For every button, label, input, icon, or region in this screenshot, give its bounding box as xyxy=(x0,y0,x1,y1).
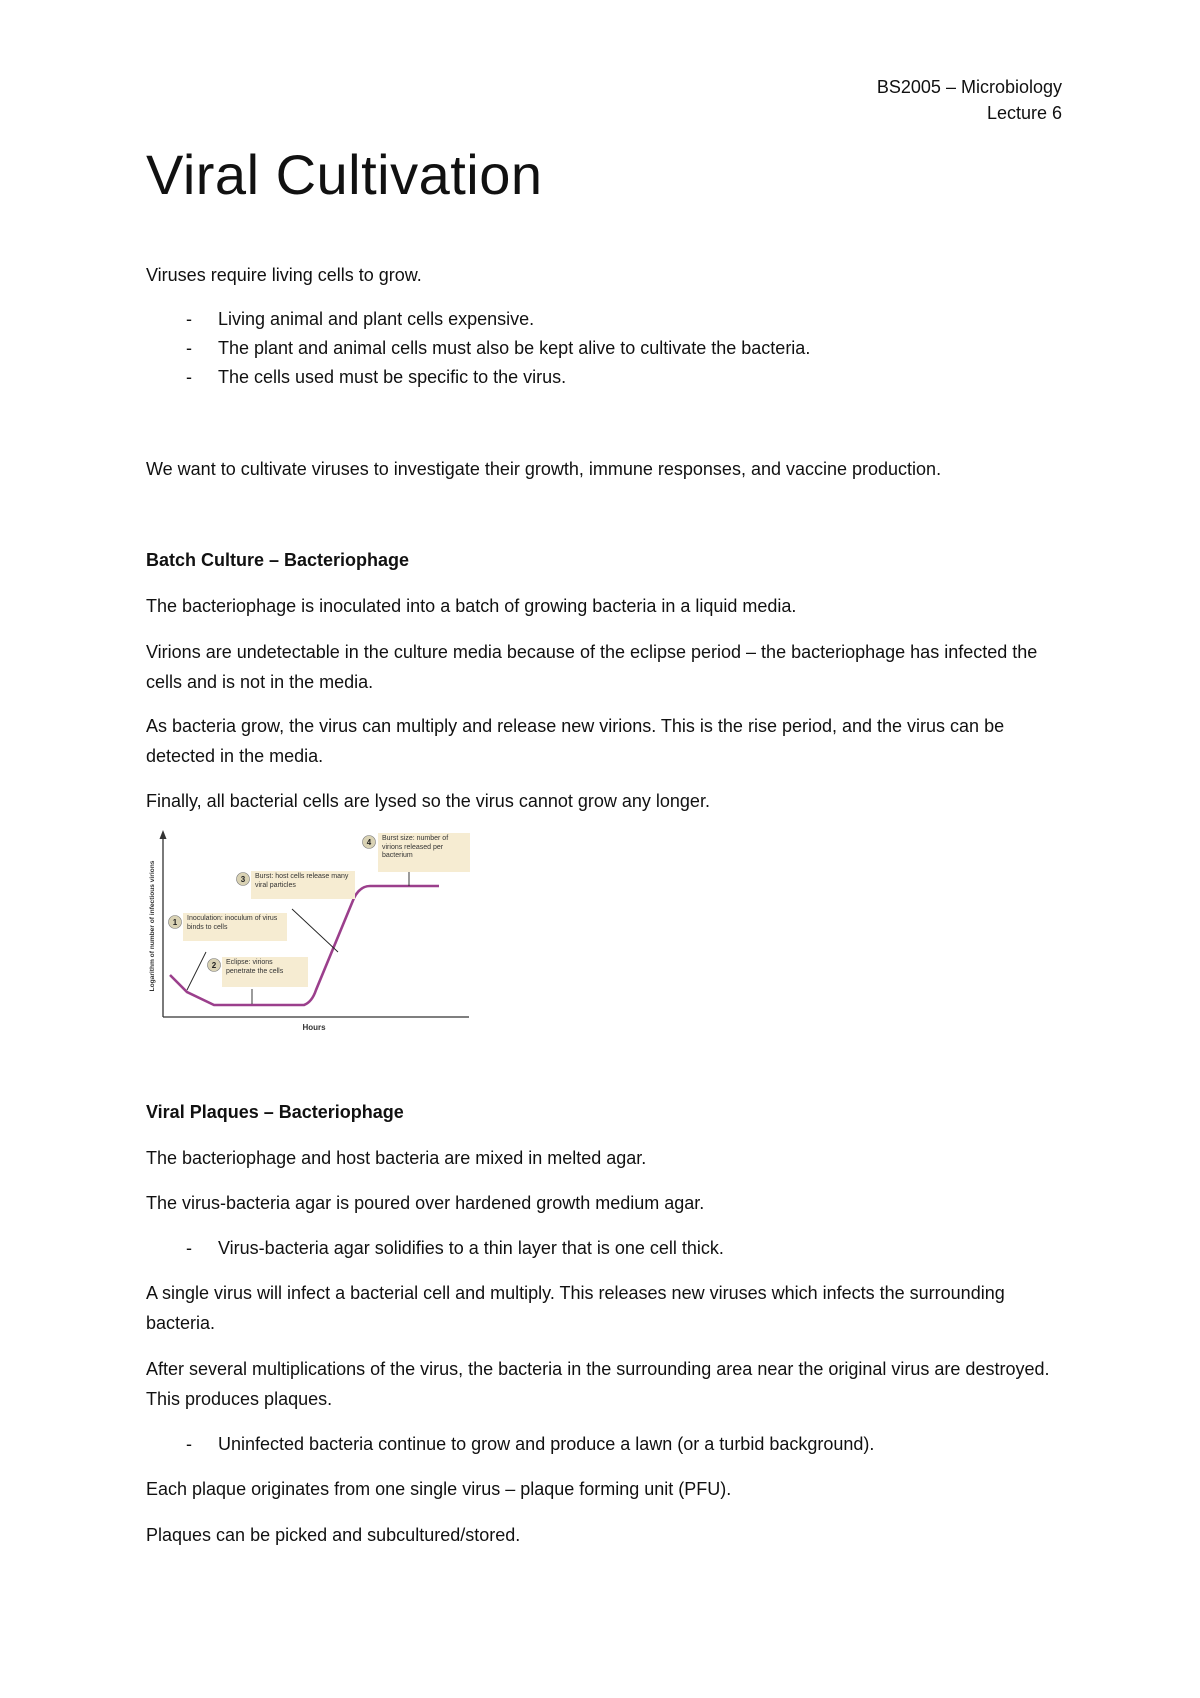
callout-number: 3 xyxy=(240,875,246,884)
course-code: BS2005 – Microbiology xyxy=(876,77,1062,97)
bullet-dash: - xyxy=(186,367,192,387)
callout-number: 2 xyxy=(211,961,217,970)
callout-burst-size xyxy=(363,833,471,872)
callout-number: 4 xyxy=(366,838,372,847)
page-title: Viral Cultivation xyxy=(146,143,543,206)
y-axis-arrow-icon xyxy=(160,830,167,839)
plaques-paragraph: The bacteriophage and host bacteria are mixed in melted agar. xyxy=(146,1148,647,1168)
leader-line xyxy=(187,952,206,990)
batch-paragraph: Finally, all bacterial cells are lysed so the virus cannot grow any longer. xyxy=(146,791,710,811)
plaques-heading: Viral Plaques – Bacteriophage xyxy=(146,1102,404,1122)
plaques-paragraph: A single virus will infect a bacterial cell and multiply. This releases new viruses which infects the surrounding bacteria. xyxy=(146,1283,1005,1333)
callout-text: Burst size: number of virions released per bacterium xyxy=(378,833,470,872)
batch-paragraph: Virions are undetectable in the culture media because of the eclipse period – the bacteriophage has infected the cells and is not in the media. xyxy=(146,642,1038,692)
plaques-paragraph: The virus-bacteria agar is poured over hardened growth medium agar. xyxy=(146,1193,705,1213)
growth-curve-figure xyxy=(142,826,477,1036)
bullet-dash: - xyxy=(186,309,192,329)
bullet-dash: - xyxy=(186,1238,192,1258)
growth-curve-line xyxy=(170,886,439,1005)
batch-paragraph: The bacteriophage is inoculated into a batch of growing bacteria in a liquid media. xyxy=(146,596,797,616)
bullet-text: Virus-bacteria agar solidifies to a thin layer that is one cell thick. xyxy=(218,1238,724,1258)
bullet-dash: - xyxy=(186,338,192,358)
callout-burst xyxy=(237,871,356,899)
callout-text: Eclipse: virions penetrate the cells xyxy=(222,957,308,987)
batch-paragraph: As bacteria grow, the virus can multiply and release new virions. This is the rise period, and the virus can be detected in the media. xyxy=(146,716,1005,766)
callout-text: Inoculation: inoculum of virus binds to cells xyxy=(183,913,287,941)
plaques-paragraph: After several multiplications of the virus, the bacteria in the surrounding area near the original virus are destroyed. This produces plaques. xyxy=(146,1359,1050,1409)
y-axis-label: Logarithm of number of infectious virions xyxy=(149,860,156,992)
leader-line xyxy=(292,909,338,952)
lecture-number: Lecture 6 xyxy=(986,103,1062,123)
bullet-text: Living animal and plant cells expensive. xyxy=(218,309,535,329)
x-axis-label: Hours xyxy=(302,1023,326,1032)
plaques-paragraph: Each plaque originates from one single virus – plaque forming unit (PFU). xyxy=(146,1479,732,1499)
intro-purpose: We want to cultivate viruses to investigate their growth, immune responses, and vaccine production. xyxy=(146,459,942,479)
callout-number: 1 xyxy=(172,918,178,927)
intro-lead: Viruses require living cells to grow. xyxy=(146,265,422,285)
bullet-text: The cells used must be specific to the virus. xyxy=(218,367,567,387)
batch-heading: Batch Culture – Bacteriophage xyxy=(146,550,410,570)
bullet-text: Uninfected bacteria continue to grow and produce a lawn (or a turbid background). xyxy=(218,1434,875,1454)
bullet-text: The plant and animal cells must also be kept alive to cultivate the bacteria. xyxy=(218,338,811,358)
callout-inoculation xyxy=(169,913,288,941)
plaques-paragraph: Plaques can be picked and subcultured/stored. xyxy=(146,1525,521,1545)
callout-text: Burst: host cells release many viral particles xyxy=(251,871,355,899)
document-header xyxy=(877,74,1062,126)
callout-eclipse xyxy=(208,957,309,987)
bullet-dash: - xyxy=(186,1434,192,1454)
